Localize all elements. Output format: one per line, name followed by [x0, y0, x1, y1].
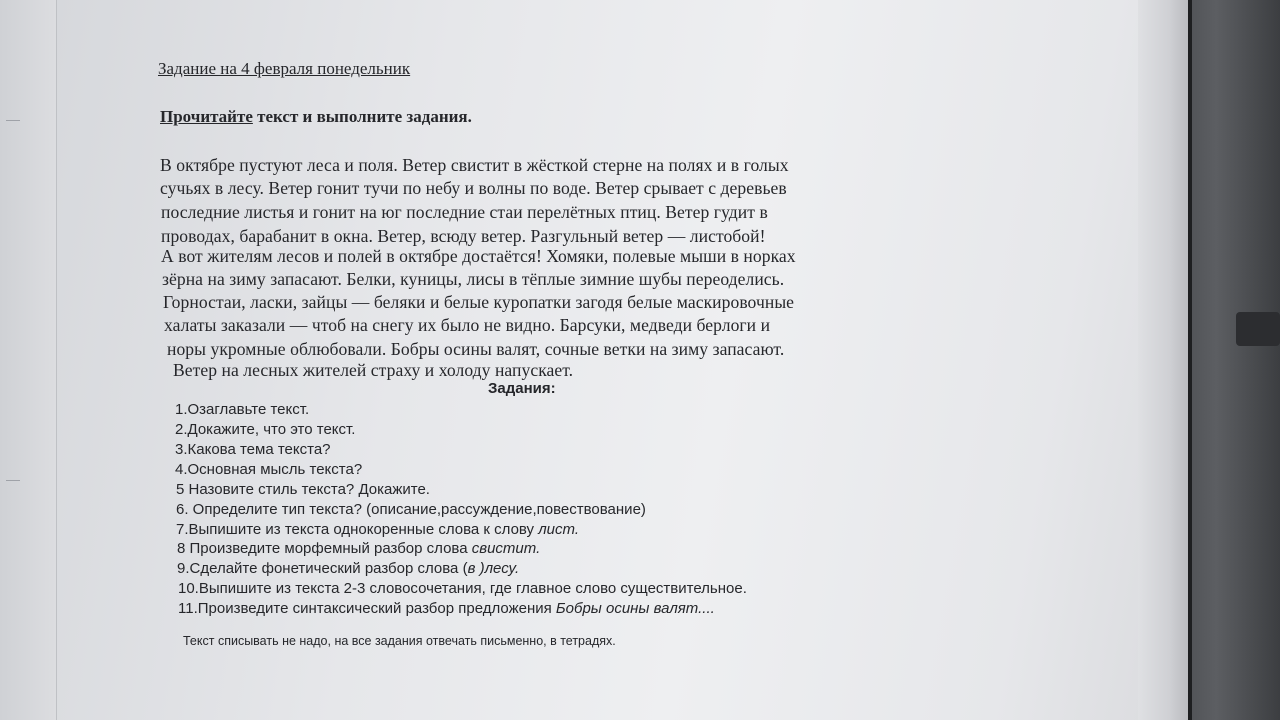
paragraph-line: халаты заказали — чтоб на снегу их было не видно. Барсуки, медведи берлоги и — [164, 315, 771, 335]
task-item: 2.Докажите, что это текст. — [175, 421, 356, 438]
task-item: 9.Сделайте фонетический разбор слова (в )лесу. — [177, 560, 520, 577]
task-item: 4.Основная мысль текста? — [175, 461, 363, 478]
date-title: Задание на 4 февраля понедельник — [158, 59, 411, 78]
task-item: 6. Определите тип текста? (описание,рассуждение,повествование) — [176, 501, 646, 518]
task-item: 7.Выпишите из текста однокоренные слова к слову лист. — [176, 521, 580, 538]
footnote: Текст списывать не надо, на все задания отвечать письменно, в тетрадях. — [183, 634, 616, 648]
paragraph-line: проводах, барабанит в окна. Ветер, всюду ветер. Разгульный ветер — листобой! — [161, 226, 766, 246]
paragraph-line: последние листья и гонит на юг последние стаи перелётных птиц. Ветер гудит в — [161, 202, 768, 222]
instruction-line — [160, 107, 472, 127]
task-item: 11.Произведите синтаксический разбор предложения Бобры осины валят.... — [178, 600, 715, 617]
task-item: 10.Выпишите из текста 2-3 словосочетания, где главное слово существительное. — [178, 580, 747, 597]
task-item: 8 Произведите морфемный разбор слова свистит. — [177, 540, 541, 557]
paragraph-line: В октябре пустуют леса и поля. Ветер свистит в жёсткой стерне на полях и в голых — [160, 155, 789, 175]
bezel-edge — [1188, 0, 1192, 720]
paragraph-line: Ветер на лесных жителей страху и холоду напускает. — [173, 360, 574, 380]
monitor-button — [1236, 312, 1280, 346]
paragraph-line: Горностаи, ласки, зайцы — беляки и белые куропатки загодя белые маскировочные — [163, 292, 795, 312]
task-item: 1.Озаглавьте текст. — [175, 401, 310, 418]
task-item: 3.Какова тема текста? — [175, 441, 331, 458]
task-item: 5 Назовите стиль текста? Докажите. — [176, 481, 430, 498]
paragraph-line: зёрна на зиму запасают. Белки, куницы, лисы в тёплые зимние шубы переоделись. — [162, 269, 785, 289]
paragraph-line: А вот жителям лесов и полей в октябре достаётся! Хомяки, полевые мыши в норках — [161, 246, 796, 266]
paragraph-line: сучьях в лесу. Ветер гонит тучи по небу и волны по воде. Ветер срывает с деревьев — [160, 178, 787, 198]
instruction-underlined: Прочитайте — [160, 107, 253, 126]
instruction-rest: текст и выполните задания. — [252, 107, 472, 126]
screen-edge — [1138, 0, 1190, 720]
paragraph-line: норы укромные облюбовали. Бобры осины валят, сочные ветки на зиму запасают. — [167, 339, 785, 359]
tasks-heading: Задания: — [488, 380, 556, 397]
